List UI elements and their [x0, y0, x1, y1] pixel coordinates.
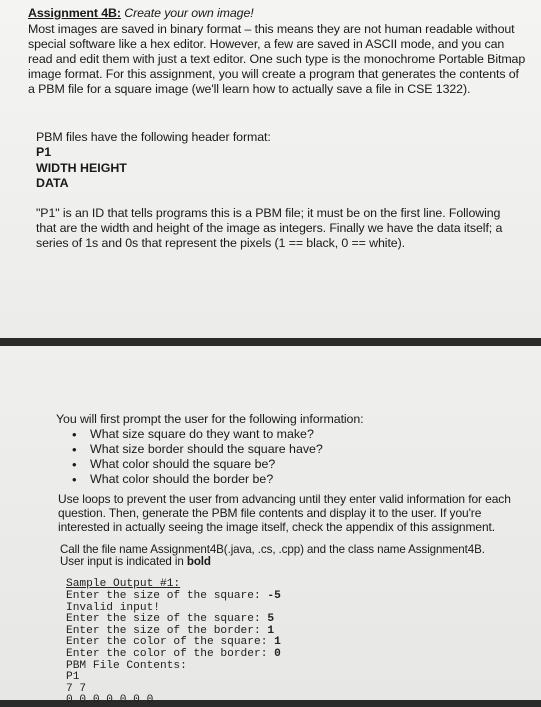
user-input-value: 1	[274, 636, 281, 649]
header-format-intro: PBM files have the following header format:	[36, 130, 271, 144]
file-naming-instructions: Call the file name Assignment4B(.java, .cs, .cpp) and the class name Assignment4B.	[60, 543, 485, 556]
output-text: Enter the size of the square:	[66, 613, 268, 626]
p1-explanation-paragraph: "P1" is an ID that tells programs this is a PBM file; it must be on the first line. Following that are the width and height of the image as integers. Finally we have the data itself; a series of 1s and 0s that represent the pixels (1 == black, 0 == white).	[36, 206, 503, 250]
output-text: Enter the size of the square:	[66, 590, 268, 602]
user-input-value: -5	[267, 590, 281, 602]
header-line-width-height: WIDTH HEIGHT	[36, 161, 127, 175]
user-input-note-prefix: User input is indicated in	[60, 555, 187, 568]
user-input-value: 0	[274, 648, 281, 660]
user-input-note-bold: bold	[186, 555, 211, 568]
output-text: P1	[66, 671, 80, 684]
loops-instructions: Use loops to prevent the user from advancing until they enter valid information for each question. Then, generate the PBM file contents and display it to the user. If you're interested in actually seeing the image itself, check the appendix of this assignment.	[58, 492, 511, 534]
user-input-value: 5	[267, 613, 275, 626]
list-item: • What color should the square be?	[72, 457, 323, 472]
output-text: PBM File Contents:	[66, 659, 187, 672]
output-text: Enter the color of the square:	[66, 636, 275, 649]
sample-output-title: Sample Output #1:	[66, 578, 181, 590]
output-text: 0 0 0 0 0 0 0	[66, 694, 154, 707]
output-text: 7 7	[66, 682, 87, 695]
list-item: • What color should the border be?	[72, 472, 323, 487]
sample-output-line	[66, 695, 153, 707]
sample-output-line	[66, 661, 187, 673]
intro-paragraph: Most images are saved in binary format – this means they are not human readable without special software like a hex editor. However, a few are saved in ASCII mode, and you can read and edit them with just a text editor. One such type is the monochrome Portable Bitmap image format. For this assignment, you will create a program that generates the contents of a PBM file for a square image (we'll learn how to actually save a file in CSE 1322).	[28, 22, 526, 96]
assignment-title	[28, 6, 528, 21]
output-text: Invalid input!	[66, 601, 160, 614]
list-item: • What size border should the square have?	[72, 442, 323, 457]
list-item: • What size square do they want to make?	[72, 427, 323, 442]
header-line-data: DATA	[36, 176, 69, 190]
output-text: Enter the size of the border:	[66, 624, 268, 637]
user-input-note	[60, 555, 211, 568]
assignment-title-subtitle: Create your own image!	[120, 6, 254, 20]
header-line-p1: P1	[36, 145, 52, 159]
user-input-value: 1	[267, 624, 275, 637]
prompt-question-list	[72, 427, 323, 487]
prompt-intro: You will first prompt the user for the following information:	[56, 412, 364, 426]
output-text: Enter the color of the border:	[66, 648, 275, 660]
assignment-title-label: Assignment 4B:	[28, 6, 121, 20]
